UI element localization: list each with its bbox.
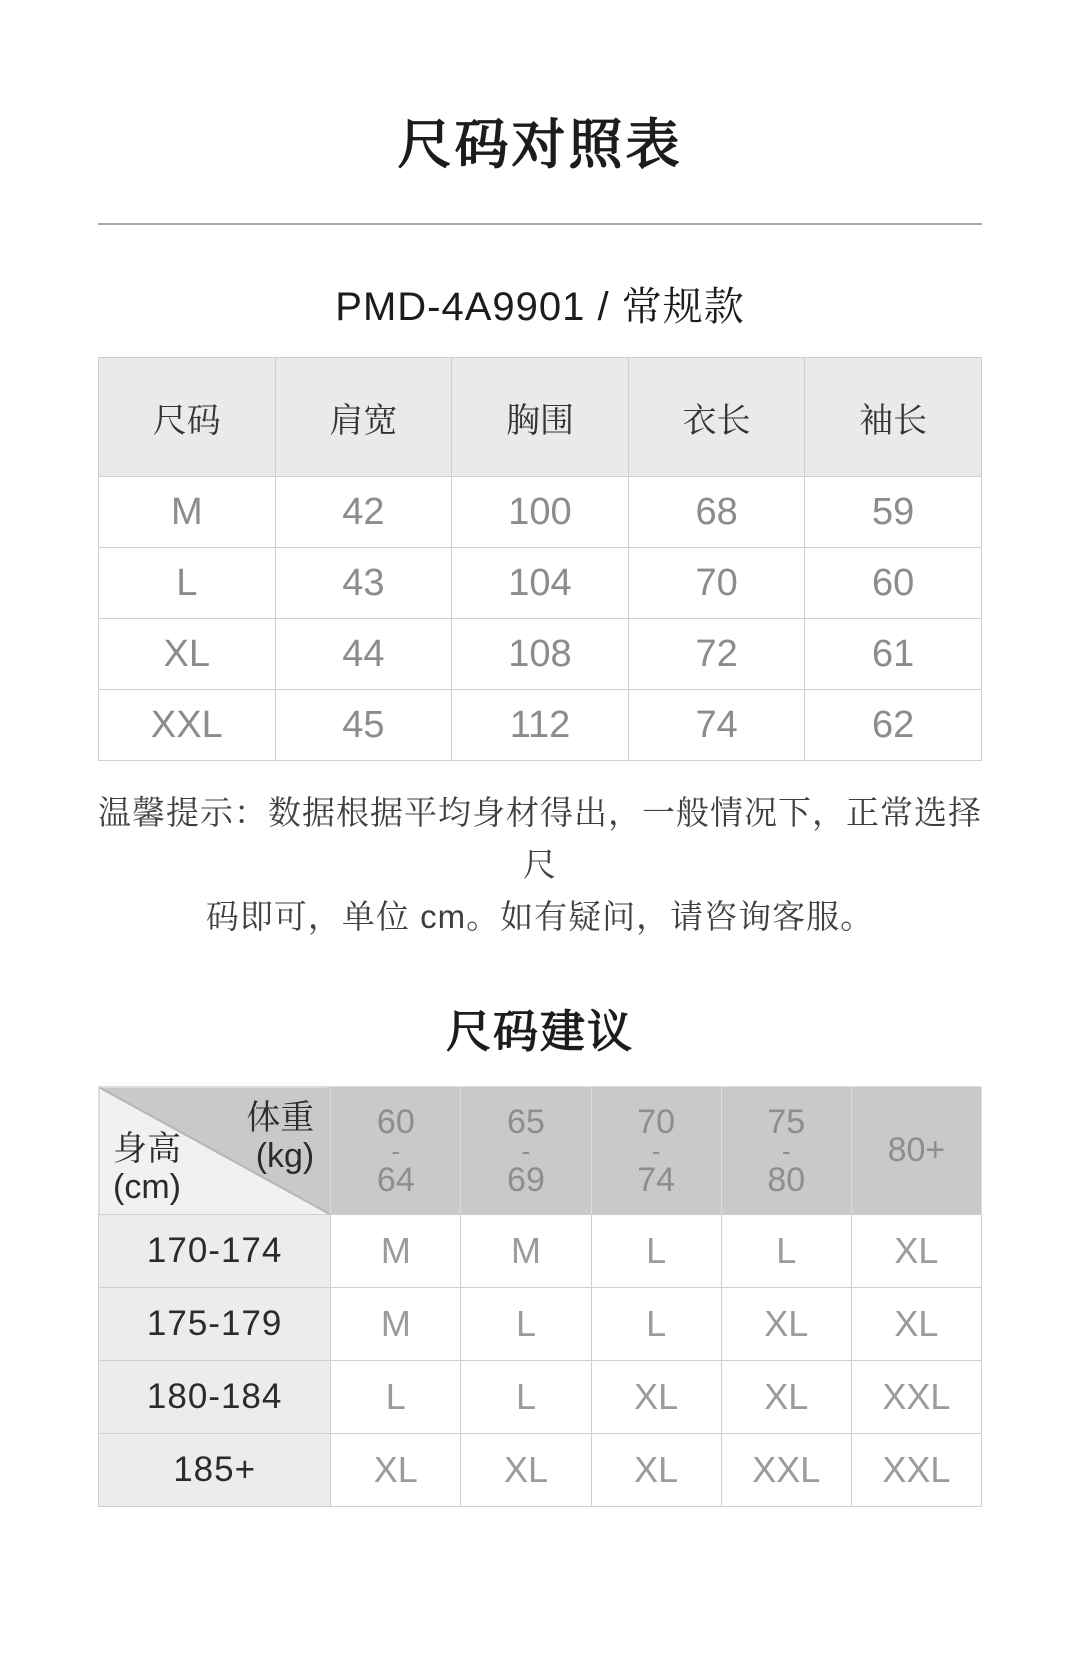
size-value-cell: 100 [452, 477, 629, 548]
size-value-cell: 59 [805, 477, 982, 548]
table-row [99, 1288, 982, 1361]
size-value-cell: 68 [628, 477, 805, 548]
height-range-label: 170-174 [99, 1215, 331, 1288]
table-row [99, 548, 982, 619]
weight-range-header: 60 - 64 [331, 1087, 461, 1215]
size-value-cell: 62 [805, 690, 982, 761]
height-weight-corner-cell [99, 1087, 331, 1215]
size-value-cell: 61 [805, 619, 982, 690]
page-title: 尺码对照表 [397, 115, 683, 175]
height-range-label: 180-184 [99, 1361, 331, 1434]
weight-range-header: 80+ [851, 1087, 981, 1215]
suggested-size-cell: XL [851, 1215, 981, 1288]
size-value-cell: 74 [628, 690, 805, 761]
product-model-subtitle: PMD-4A9901 / 常规款 [335, 285, 745, 329]
content-column [98, 102, 982, 1507]
size-chart-page [0, 102, 1080, 1654]
suggested-size-cell: XL [591, 1434, 721, 1507]
height-range-label: 175-179 [99, 1288, 331, 1361]
suggested-size-cell: XXL [851, 1361, 981, 1434]
table-row [99, 619, 982, 690]
suggested-size-cell: XXL [721, 1434, 851, 1507]
table-row [99, 1434, 982, 1507]
weight-range-header: 70 - 74 [591, 1087, 721, 1215]
suggested-size-cell: M [331, 1288, 461, 1361]
table-row [99, 690, 982, 761]
size-value-cell: 108 [452, 619, 629, 690]
size-tip-line-1: 温馨提示：数据根据平均身材得出，一般情况下，正常选择尺 [98, 794, 982, 883]
size-suggestion-table [98, 1086, 982, 1507]
corner-weight-label [246, 1099, 314, 1175]
weight-range-header: 65 - 69 [461, 1087, 591, 1215]
suggestion-header-row [99, 1087, 982, 1215]
size-value-cell: 43 [275, 548, 452, 619]
suggested-size-cell: L [461, 1288, 591, 1361]
size-value-cell: 42 [275, 477, 452, 548]
size-value-cell: 44 [275, 619, 452, 690]
weight-unit-text: (kg) [255, 1137, 315, 1175]
height-text: 身高 [113, 1130, 181, 1168]
suggested-size-cell: XL [721, 1361, 851, 1434]
suggested-size-cell: L [461, 1361, 591, 1434]
height-unit-text: (cm) [113, 1168, 181, 1206]
table-row [99, 1361, 982, 1434]
size-row-label: L [99, 548, 276, 619]
size-chart-table [98, 357, 982, 761]
corner-height-label [113, 1130, 181, 1206]
shoulder-col-header: 肩宽 [275, 358, 452, 477]
suggested-size-cell: M [331, 1215, 461, 1288]
height-range-label: 185+ [99, 1434, 331, 1507]
size-col-header: 尺码 [99, 358, 276, 477]
suggested-size-cell: M [461, 1215, 591, 1288]
size-row-label: XXL [99, 690, 276, 761]
title-divider [98, 223, 982, 225]
suggested-size-cell: XL [461, 1434, 591, 1507]
size-value-cell: 70 [628, 548, 805, 619]
length-col-header: 衣长 [628, 358, 805, 477]
size-row-label: M [99, 477, 276, 548]
size-value-cell: 72 [628, 619, 805, 690]
chest-col-header: 胸围 [452, 358, 629, 477]
size-value-cell: 60 [805, 548, 982, 619]
weight-text: 体重 [246, 1099, 315, 1137]
suggested-size-cell: XL [591, 1361, 721, 1434]
table-row [99, 477, 982, 548]
suggested-size-cell: L [331, 1361, 461, 1434]
size-value-cell: 104 [452, 548, 629, 619]
size-suggestion-title: 尺码建议 [445, 1006, 634, 1057]
weight-range-header: 75 - 80 [721, 1087, 851, 1215]
suggested-size-cell: L [591, 1288, 721, 1361]
table-row [99, 1215, 982, 1288]
size-row-label: XL [99, 619, 276, 690]
suggested-size-cell: L [721, 1215, 851, 1288]
size-chart-header-row [99, 358, 982, 477]
size-value-cell: 45 [275, 690, 452, 761]
sleeve-col-header: 袖长 [805, 358, 982, 477]
suggested-size-cell: XL [721, 1288, 851, 1361]
suggested-size-cell: XL [851, 1288, 981, 1361]
size-value-cell: 112 [452, 690, 629, 761]
suggested-size-cell: XL [331, 1434, 461, 1507]
size-tip-line-2: 码即可，单位 cm。如有疑问，请咨询客服。 [205, 898, 875, 935]
suggested-size-cell: XXL [851, 1434, 981, 1507]
suggested-size-cell: L [591, 1215, 721, 1288]
size-tip-note [98, 787, 982, 943]
